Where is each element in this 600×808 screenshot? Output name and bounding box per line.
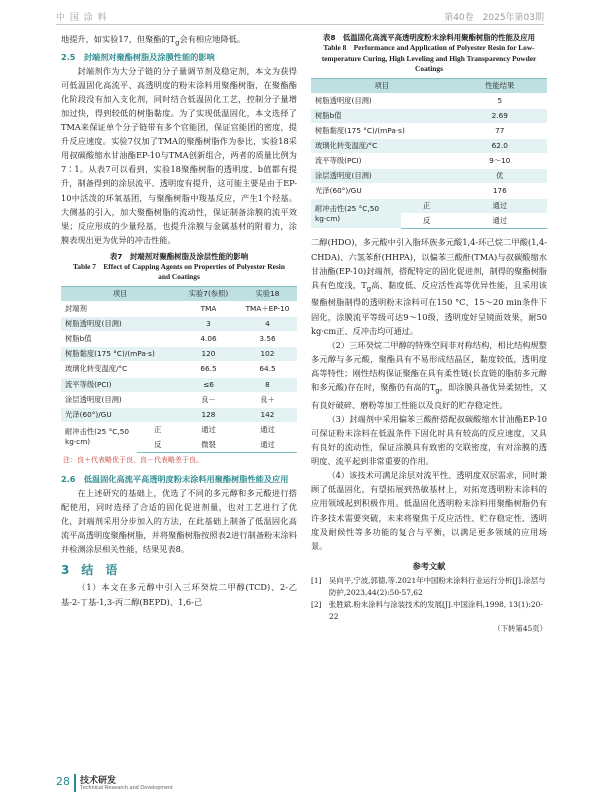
table-row bbox=[61, 422, 297, 437]
reference-item: [2] 张胜斌.粉末涂料与涂装技术的发展[J].中国涂料,1998, 13(1):20-22 bbox=[311, 599, 543, 621]
table-cell: 3.56 bbox=[238, 332, 297, 347]
table-header-cell: 实验18 bbox=[238, 286, 297, 301]
table-row bbox=[61, 347, 297, 362]
table-row bbox=[311, 108, 547, 123]
table-cell: 4 bbox=[238, 317, 297, 332]
header-rule bbox=[56, 24, 544, 25]
table-cell: TMA bbox=[179, 302, 238, 317]
table-row bbox=[61, 317, 297, 332]
page-header bbox=[0, 0, 600, 26]
table-row bbox=[311, 199, 547, 214]
table-cell: 4.06 bbox=[179, 332, 238, 347]
section-2-6-paragraph: 在上述研究的基础上，优选了不同的多元醇和多元酸进行搭配使用，同时选择了合适的固化促进剂量，也对工艺进行了优化，封端剂采用分步加入的方法，在此基础上制备了低温固化高流平高透明度聚酯树脂，并将聚酯树脂按照表2进行制备粉末涂料并检测涂层相关性能，结果见表8。 bbox=[61, 487, 297, 555]
table-cell: TMA＋EP-10 bbox=[238, 302, 297, 317]
table-cell: 耐冲击性(25 °C,50 kg·cm) bbox=[311, 199, 401, 229]
section-2-5-paragraph: 封端剂作为大分子链的分子量调节剂及稳定剂，本文为获得可低温固化高流平、高透明度的粉末涂料用聚酯树脂，在聚酯酯化阶段没有加入支化剂，同时结合低温固化工艺，控制分子量增加过快，得到较低的树脂黏度。为了实现低温固化，本文选择了TMA来保证单个分子链带有多个官能团，保证官能团的密度，提升反应速度。实验7仅加了TMA的聚酯树脂作为参比，实验18采用叔碳酸缩水甘油酯EP-10与TMA创新组合，两者的质量比例为7∶1。从表7可以看到，实验18聚酯树脂的透明度、b值都有提升，制备得到的涂层流平、透明度有提升，这可能主要是由于EP-10中活泼的环氧基团，与聚酯树脂中羧基反应，产生1个羟基。大侧基的引入，加大聚酯树脂的流动性，保证制备涂膜的流平效果；反应形成的少量羟基，也提升涂膜与金属基材的附着力，涂膜表现出更为优异的冲击性能。 bbox=[61, 65, 297, 245]
right-column bbox=[311, 32, 547, 635]
table-row bbox=[61, 332, 297, 347]
table-row bbox=[311, 123, 547, 138]
table-cell: 树脂透明度(目测) bbox=[61, 317, 179, 332]
table-cell: 良－ bbox=[179, 392, 238, 407]
conclusion-paragraph-1: （1）本文在多元醇中引入三环癸烷二甲醇(TCD)、2-乙基-2-丁基-1,3-丙二醇(BEPD)、1,6-己 bbox=[61, 582, 297, 607]
table-cell: 光泽(60°)/GU bbox=[311, 184, 453, 199]
table-row bbox=[61, 377, 297, 392]
table-7-caption-en: Table 7 Effect of Capping Agents on Properties of Polyester Resin and Coatings bbox=[73, 261, 285, 282]
table-cell: 通过 bbox=[453, 214, 547, 229]
section-2-5-heading: 2.5 封端剂对聚酯树脂及涂膜性能的影响 bbox=[61, 51, 215, 62]
table-row bbox=[311, 169, 547, 184]
table-row bbox=[61, 362, 297, 377]
table-cell: 142 bbox=[238, 407, 297, 422]
table-row bbox=[311, 93, 547, 108]
table-cell: 通过 bbox=[179, 422, 238, 437]
table-row bbox=[61, 392, 297, 407]
table-cell: 120 bbox=[179, 347, 238, 362]
left-column bbox=[61, 32, 297, 609]
journal-name: 中 国 涂 料 bbox=[56, 13, 108, 23]
page-number: 28 bbox=[56, 775, 70, 788]
table-cell: 反 bbox=[401, 214, 453, 229]
table-cell: 树脂黏度(175 °C)/(mPa·s) bbox=[61, 347, 179, 362]
table-cell: ≤6 bbox=[179, 377, 238, 392]
conclusion-paragraph-2: （2）三环癸烷二甲醇的特殊空间非对称结构，相比结构规整多元醇与多元酸，聚酯具有不易形成结晶区，黏度较低，透明度高等特性；刚性结构保证聚酯在具有柔性链(长直链的脂肪多元醇和多元酸)存在时，聚酯仍有高的$T_g$，即涂膜具备优异柔韧性，又有良好破碎、磨粉等加工性能以及良好的贮存稳定性。 bbox=[311, 339, 547, 410]
table-cell: 102 bbox=[238, 347, 297, 362]
table-header-row bbox=[61, 286, 297, 301]
page-footer bbox=[56, 771, 296, 797]
footer-column-title: 技术研发 bbox=[80, 776, 117, 786]
table-cell: 光泽(60°)/GU bbox=[61, 407, 179, 422]
table-row bbox=[311, 184, 547, 199]
footer-divider bbox=[74, 774, 76, 792]
table-cell: 通过 bbox=[238, 422, 297, 437]
table-8-caption-en: Table 8 Performance and Application of Polyester Resin for Low-temperature Curing, High Leveling and High Transparency Powder Coatings bbox=[321, 43, 537, 73]
table-cell: 正 bbox=[401, 199, 453, 214]
issue-info: 第40卷 2025年第03期 bbox=[444, 13, 544, 23]
table-cell: 耐冲击性(25 °C,50 kg·cm) bbox=[61, 422, 137, 452]
paragraph-continued: 地提升，如实验17，但聚酯的$T_g$会有相应地降低。 bbox=[61, 34, 246, 47]
table-cell: 8 bbox=[238, 377, 297, 392]
table-cell: 涂层透明度(目测) bbox=[61, 392, 179, 407]
table-cell: 5 bbox=[453, 93, 547, 108]
table-cell: 64.5 bbox=[238, 362, 297, 377]
table-7-note: 注：良＋代表略优于良，良－代表略差于良。 bbox=[63, 455, 203, 464]
footer-column-subtitle: Technical Research and Development bbox=[80, 785, 173, 791]
table-cell: 优 bbox=[453, 169, 547, 184]
table-8 bbox=[311, 78, 547, 230]
table-cell: 封端剂 bbox=[61, 302, 179, 317]
table-cell: 玻璃化转变温度/°C bbox=[61, 362, 179, 377]
conclusion-paragraph-3: （3）封端剂中采用偏苯三酸酐搭配叔碳酸缩水甘油酯EP-10可保证粉末涂料在低温条件下固化时具有较高的反应速度，又具有良好的流动性，保证涂膜具有致密的交联密度，有对涂膜的透明度、流平起到非常重要的作用。 bbox=[311, 413, 547, 467]
table-cell: 树脂黏度(175 °C)/(mPa·s) bbox=[311, 123, 453, 138]
table-cell: 流平等级(PCI) bbox=[61, 377, 179, 392]
table-cell: 128 bbox=[179, 407, 238, 422]
table-header-cell: 性能结果 bbox=[453, 78, 547, 93]
table-cell: 66.5 bbox=[179, 362, 238, 377]
table-row bbox=[311, 138, 547, 153]
table-cell: 良＋ bbox=[238, 392, 297, 407]
table-cell: 通过 bbox=[238, 437, 297, 452]
table-cell: 微裂 bbox=[179, 437, 238, 452]
table-row bbox=[61, 407, 297, 422]
section-2-6-heading: 2.6 低温固化高流平高透明度粉末涂料用聚酯树脂性能及应用 bbox=[61, 473, 289, 484]
table-cell: 玻璃化转变温度/°C bbox=[311, 138, 453, 153]
conclusion-paragraph-1-continued: 二醇(HDO)，多元酸中引入脂环族多元酸1,4-环己烷二甲酸(1,4-CHDA)、六氢苯酐(HHPA)，以偏苯三酸酐(TMA)与叔碳酸缩水甘油酯(EP-10)封端剂，搭配特定的固化促进剂，制得的聚酯树脂具有色度浅，$T_g$高、黏度低、反应活性高等优异性能，且采用该聚酯树脂制得的透明粉末涂料可在150 °C、15～20 min条件下固化，涂膜流平等级可达9～10级，透明度好呈镜面效果，耐50 kg·cm正、反冲击均可通过。 bbox=[311, 237, 547, 336]
table-cell: 树脂b值 bbox=[61, 332, 179, 347]
table-cell: 树脂b值 bbox=[311, 108, 453, 123]
table-7-caption: 表7 封端剂对聚酯树脂及涂层性能的影响 bbox=[109, 251, 249, 261]
section-3-heading: 3 结 语 bbox=[61, 563, 118, 578]
table-cell: 3 bbox=[179, 317, 238, 332]
table-row bbox=[61, 302, 297, 317]
table-row bbox=[311, 153, 547, 168]
table-cell: 通过 bbox=[453, 199, 547, 214]
continued-note: （下转第45页） bbox=[493, 623, 547, 633]
table-header-cell: 实验7(参照) bbox=[179, 286, 238, 301]
table-header-cell: 项目 bbox=[311, 78, 453, 93]
table-cell: 77 bbox=[453, 123, 547, 138]
table-header-row bbox=[311, 78, 547, 93]
table-cell: 流平等级(PCI) bbox=[311, 153, 453, 168]
table-7 bbox=[61, 286, 297, 453]
references-heading: 参考文献 bbox=[412, 560, 446, 571]
reference-item: [1] 吴向平,宁波,郭德,等.2021年中国粉末涂料行业运行分析[J].涂层与防护,2023,44(2):50-57,62 bbox=[311, 575, 546, 597]
table-cell: 正 bbox=[137, 422, 179, 437]
table-cell: 树脂透明度(目测) bbox=[311, 93, 453, 108]
conclusion-paragraph-4: （4）该技术可满足涂层对流平性、透明度双层需求，同时兼顾了低温固化，有望拓展到热敏基材上，对拓宽透明粉末涂料的应用领域起到积极作用。低温固化透明粉末涂料用聚酯树脂仍有许多技术需要突破，未来将聚焦于反应活性、贮存稳定性、透明度及耐候性等多功能的复合与平衡，以满足更多领域的应用场景。 bbox=[311, 470, 547, 551]
table-cell: 176 bbox=[453, 184, 547, 199]
table-cell: 反 bbox=[137, 437, 179, 452]
table-cell: 涂层透明度(目测) bbox=[311, 169, 453, 184]
table-cell: 9～10 bbox=[453, 153, 547, 168]
table-header-cell: 项目 bbox=[61, 286, 179, 301]
table-cell: 62.0 bbox=[453, 138, 547, 153]
table-8-caption: 表8 低温固化高流平高透明度粉末涂料用聚酯树脂的性能及应用 bbox=[322, 33, 536, 42]
table-cell: 2.69 bbox=[453, 108, 547, 123]
